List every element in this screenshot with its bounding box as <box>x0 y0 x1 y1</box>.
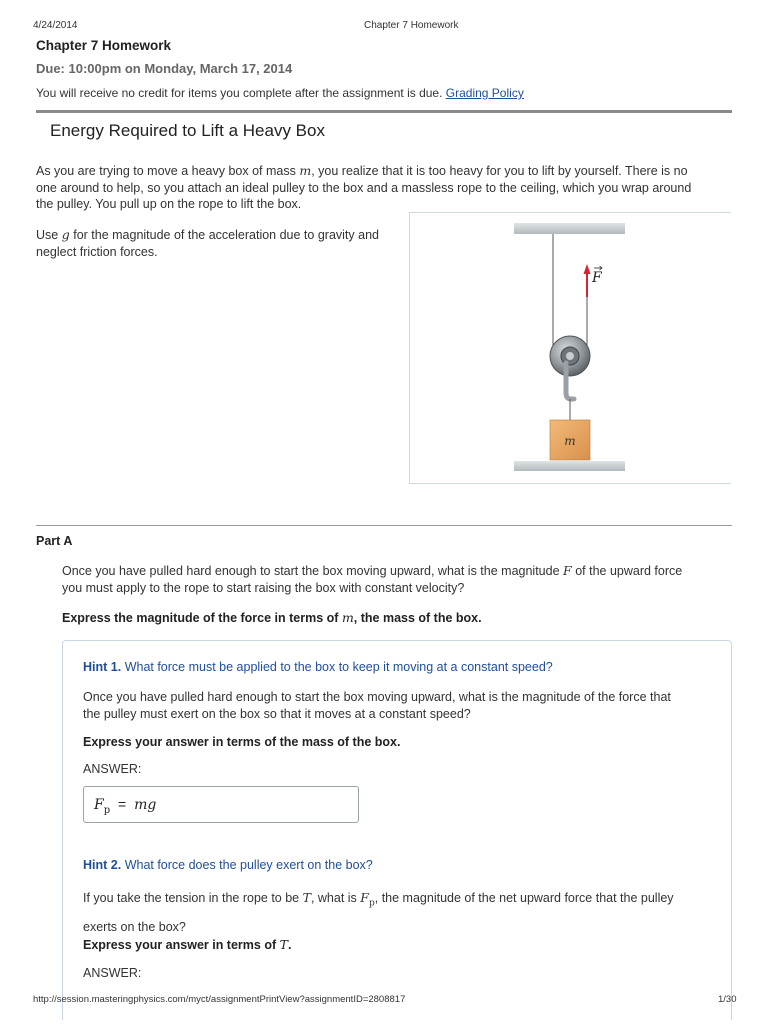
pulley-force-variable: F <box>360 890 369 905</box>
hint-2-title: What force does the pulley exert on the box? <box>124 858 373 872</box>
pulley-diagram <box>410 213 730 483</box>
hint-1-title: What force must be applied to the box to keep it moving at a constant speed? <box>124 660 553 674</box>
pulley-figure <box>409 212 731 484</box>
gravity-variable: g <box>61 227 70 242</box>
hint-2-body <box>83 886 723 939</box>
force-label: F <box>592 270 602 286</box>
hint-2-instruction-period: . <box>287 938 292 952</box>
question-text-1: Once you have pulled hard enough to start the box moving upward, what is the magnitude <box>62 564 560 578</box>
hint-2-answer-label: ANSWER: <box>83 966 142 980</box>
intro-text-2: , you realize that it is too heavy for you to lift by yourself. There is no <box>311 164 688 178</box>
instruction-text-1: Express the magnitude of the force in terms of <box>62 611 339 625</box>
hint-2-instruction-text: Express your answer in terms of <box>83 938 277 952</box>
intro-line-2: one around to help, so you attach an ideal pulley to the box and a massless rope to the ceiling, which you wrap around <box>36 180 692 195</box>
hint-2-body-line-2: exerts on the box? <box>83 919 186 934</box>
hint-1-answer-value <box>94 796 156 816</box>
answer-subscript: p <box>103 804 111 816</box>
question-text-2: of the upward force <box>575 564 683 578</box>
print-date: 4/24/2014 <box>33 20 78 31</box>
intro-line-3: the pulley. You pull up on the rope to lift the box. <box>36 197 302 211</box>
print-page-number: 1/30 <box>718 994 737 1005</box>
force-arrow-head <box>584 264 591 274</box>
mass-label: m <box>564 434 576 448</box>
hint-2-label: Hint 2. <box>83 858 122 872</box>
use-text-2: for the magnitude of the acceleration due to gravity and <box>73 228 379 242</box>
hint-2-text-3: , the magnitude of the net upward force that the pulley <box>374 891 674 905</box>
problem-title: Energy Required to Lift a Heavy Box <box>50 121 325 140</box>
assignment-title: Chapter 7 Homework <box>36 38 172 53</box>
intro-line-1 <box>36 163 736 180</box>
hint-2-body-line-1 <box>83 886 723 916</box>
hint-1-instruction: Express your answer in terms of the mass of the box. <box>83 735 401 749</box>
due-date: Due: 10:00pm on Monday, March 17, 2014 <box>36 61 293 76</box>
grading-policy-link[interactable]: Grading Policy <box>445 86 524 100</box>
hint-1-answer-field[interactable] <box>83 786 359 823</box>
part-a-label: Part A <box>36 534 73 548</box>
part-a-instruction <box>62 610 482 625</box>
credit-notice <box>36 86 524 100</box>
instruction-variable: m <box>341 610 354 625</box>
problem-assumptions <box>36 227 406 260</box>
hint-1-label: Hint 1. <box>83 660 122 674</box>
part-a-question-line-2: you must apply to the rope to start raising the box with constant velocity? <box>62 580 465 595</box>
pulley-axle <box>566 352 574 360</box>
hint-1-body-line-1: Once you have pulled hard enough to start the box moving upward, what is the magnitude of the force that <box>83 690 671 704</box>
mass-variable: m <box>299 163 312 178</box>
part-a-question-line-1 <box>62 563 732 580</box>
tension-variable: T <box>302 890 311 905</box>
hint-1-body <box>83 689 723 722</box>
floor <box>514 461 625 471</box>
force-variable: F <box>563 563 572 578</box>
problem-intro <box>36 163 736 213</box>
hint-2-instruction-variable: T <box>279 937 288 952</box>
ceiling <box>514 223 625 234</box>
hint-2-text-2: , what is <box>310 891 357 905</box>
print-doc-title: Chapter 7 Homework <box>364 20 459 31</box>
hint-1-answer-label: ANSWER: <box>83 762 142 776</box>
hint-2-text-1: If you take the tension in the rope to be <box>83 891 300 905</box>
use-text-1: Use <box>36 228 59 242</box>
hint-1-body-line-2: the pulley must exert on the box so that it moves at a constant speed? <box>83 706 471 721</box>
answer-equals: = <box>118 796 127 812</box>
answer-lhs: F <box>94 797 104 813</box>
assumption-line-2: neglect friction forces. <box>36 244 158 259</box>
pulley-force-subscript: p <box>368 898 375 909</box>
hint-1-header[interactable] <box>83 660 553 674</box>
hint-2-instruction <box>83 937 291 952</box>
credit-notice-text: You will receive no credit for items you complete after the assignment is due. <box>36 86 443 100</box>
intro-text-1: As you are trying to move a heavy box of mass <box>36 164 296 178</box>
assumption-line-1 <box>36 227 406 244</box>
print-url: http://session.masteringphysics.com/myct/assignmentPrintView?assignmentID=2808817 <box>33 994 406 1005</box>
header-divider <box>36 110 732 113</box>
instruction-text-2: , the mass of the box. <box>353 611 482 625</box>
part-divider <box>36 525 732 526</box>
part-a-question <box>62 563 732 596</box>
answer-rhs: mg <box>134 797 157 813</box>
hint-2-header[interactable] <box>83 858 373 872</box>
